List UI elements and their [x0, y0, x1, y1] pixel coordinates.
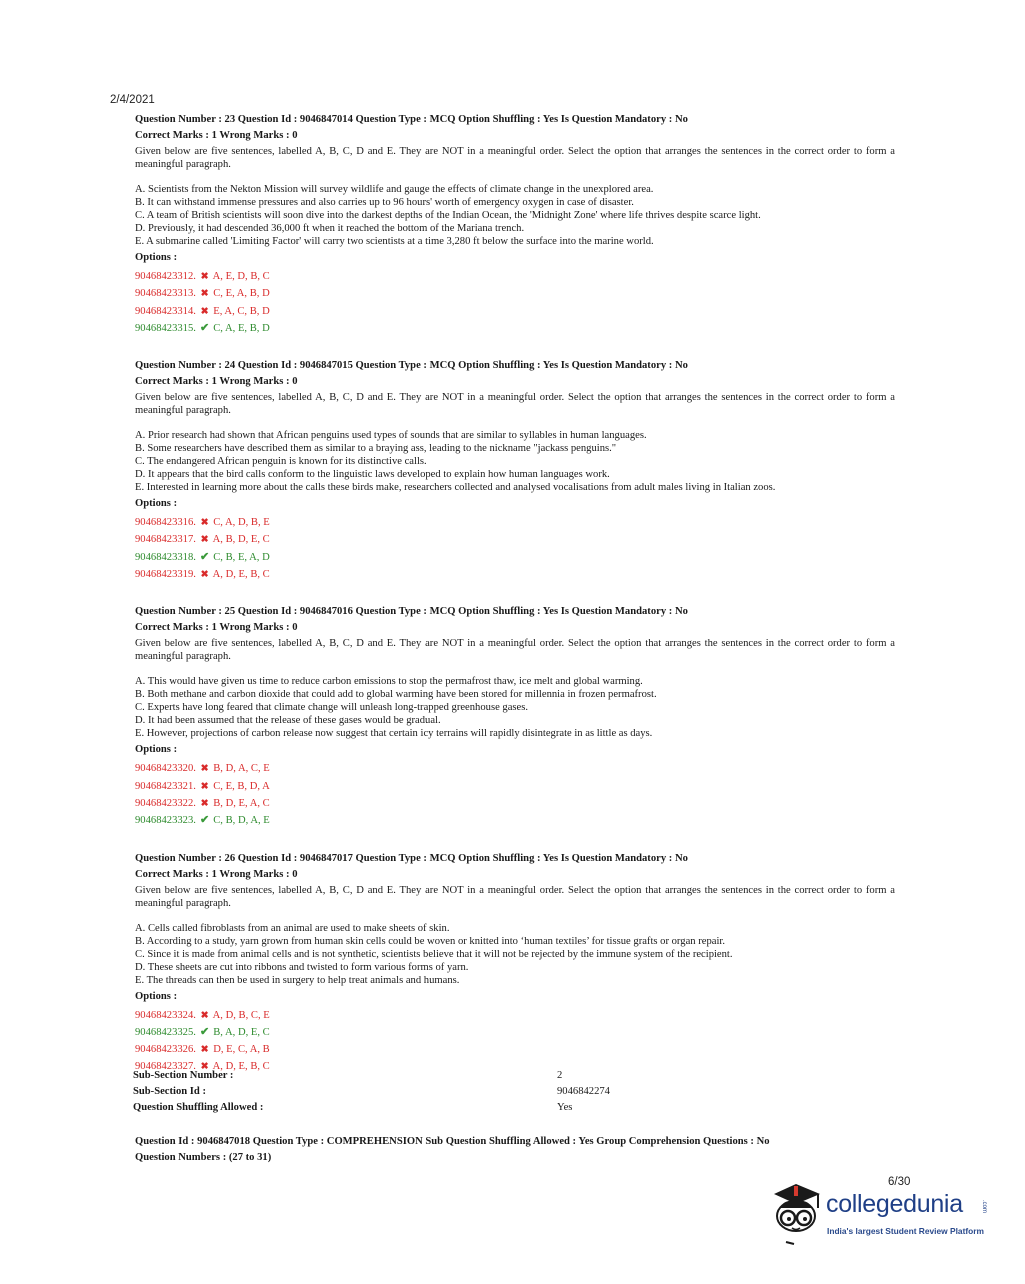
subsection-number-row: [133, 1068, 693, 1084]
option-row: [135, 1041, 895, 1058]
option-text: A, D, B, C, E: [212, 1009, 270, 1021]
sentence-item: A. Prior research had shown that African penguins used types of sounds that are similar to syllables in human languages.: [135, 430, 647, 442]
cross-icon: ✖: [200, 798, 209, 809]
student-mascot-icon: [768, 1178, 828, 1248]
option-text: A, B, D, E, C: [212, 534, 270, 546]
option-text: C, B, E, A, D: [213, 551, 270, 563]
question-header: Question Number : 26 Question Id : 9046847017 Question Type : MCQ Option Shuffling : Yes Is Question Mandatory : No: [135, 852, 688, 864]
option-text: B, D, E, A, C: [213, 797, 270, 809]
option-row: [135, 1007, 895, 1024]
option-row: [135, 566, 895, 583]
question-header: Question Number : 25 Question Id : 9046847016 Question Type : MCQ Option Shuffling : Yes Is Question Mandatory : No: [135, 606, 688, 618]
brand-suffix: .com: [981, 1200, 987, 1214]
options-label: Options :: [135, 744, 178, 756]
question-instruction: Given below are five sentences, labelled A, B, C, D and E. They are NOT in a meaningful order. Select the option that arranges the sentences in the correct order to form a meaningful paragraph.: [135, 146, 895, 170]
sentence-item: B. According to a study, yarn grown from human skin cells could be woven or knitted into ‘human textiles’ for tissue grafts or organ repair.: [135, 935, 725, 947]
sentence-item: D. It appears that the bird calls conform to the linguistic laws developed to explain how human languages work.: [135, 469, 610, 481]
option-row: [135, 303, 895, 320]
option-text: C, E, B, D, A: [213, 780, 270, 792]
check-icon: ✔: [199, 321, 210, 334]
option-row: [135, 531, 895, 548]
question-block: [135, 852, 895, 1076]
option-text: A, D, E, B, C: [212, 1061, 270, 1073]
option-id: 90468423320.: [135, 763, 196, 775]
option-row: [135, 285, 895, 302]
sentence-item: C. A team of British scientists will soon dive into the darkest depths of the Indian Ocean, the 'Midnight Zone' where life thrives despite scarce light.: [135, 210, 761, 221]
sentence-item: E. A submarine called 'Limiting Factor' will carry two scientists at a time 3,280 ft below the surface into the marine world.: [135, 236, 654, 247]
option-id: 90468423325.: [135, 1026, 196, 1038]
option-id: 90468423319.: [135, 569, 196, 581]
comprehension-question-info: Question Id : 9046847018 Question Type : COMPREHENSION Sub Question Shuffling Allowed : Yes Group Comprehension Questions : No: [135, 1136, 770, 1147]
sentence-item: B. It can withstand immense pressures and also carries up to 96 hours' worth of emergency oxygen in case of disaster.: [135, 197, 634, 208]
question-header: Question Number : 24 Question Id : 9046847015 Question Type : MCQ Option Shuffling : Yes Is Question Mandatory : No: [135, 360, 688, 372]
page-number: 6/30: [888, 1176, 911, 1188]
question-instruction: Given below are five sentences, labelled A, B, C, D and E. They are NOT in a meaningful order. Select the option that arranges the sentences in the correct order to form a meaningful paragraph.: [135, 638, 895, 663]
question-block: [135, 113, 895, 337]
option-id: 90468423317.: [135, 534, 196, 546]
sentence-item: A. Scientists from the Nekton Mission will survey wildlife and gauge the effects of climate change in the unexplored area.: [135, 184, 654, 195]
collegedunia-logo: [768, 1178, 998, 1248]
option-row: [135, 760, 895, 777]
sentence-item: D. These sheets are cut into ribbons and twisted to form various forms of yarn.: [135, 961, 469, 973]
check-icon: ✔: [199, 1025, 210, 1038]
question-sentences: [135, 922, 895, 987]
question-shuffling-row: [133, 1100, 693, 1116]
option-id: 90468423326.: [135, 1044, 196, 1056]
print-date: 2/4/2021: [110, 94, 155, 106]
option-text: C, B, D, A, E: [213, 815, 270, 827]
cross-icon: ✖: [200, 1010, 209, 1021]
sentence-item: B. Both methane and carbon dioxide that could add to global warming have been stored for millennia in frozen permafrost.: [135, 689, 657, 701]
options-label: Options :: [135, 498, 178, 510]
option-id: 90468423316.: [135, 517, 196, 529]
sentence-item: B. Some researchers have described them as similar to a braying ass, leading to the nickname "jackass penguins.": [135, 443, 617, 455]
option-row: [135, 1024, 895, 1041]
question-sentences: [135, 675, 895, 740]
question-marks: Correct Marks : 1 Wrong Marks : 0: [135, 130, 298, 141]
question-sentences: [135, 429, 895, 494]
option-text: C, E, A, B, D: [213, 288, 270, 300]
option-text: D, E, C, A, B: [213, 1044, 270, 1056]
options-label: Options :: [135, 990, 178, 1002]
option-id: 90468423314.: [135, 305, 196, 317]
option-text: C, A, E, B, D: [213, 322, 270, 334]
sentence-item: E. Interested in learning more about the calls these birds make, researchers collected and analysed vocalisations from adult males living in Italian zoos.: [135, 482, 776, 494]
option-row: [135, 795, 895, 812]
subsection-info: [133, 1068, 693, 1116]
option-text: A, D, E, B, C: [212, 569, 270, 581]
subsection-number-label: Sub-Section Number :: [133, 1070, 234, 1081]
cross-icon: ✖: [200, 764, 209, 775]
subsection-id-label: Sub-Section Id :: [133, 1086, 206, 1097]
question-sentences: [135, 183, 895, 248]
question-block: [135, 605, 895, 829]
sentence-item: C. Experts have long feared that climate change will unleash long-trapped greenhouse gases.: [135, 702, 529, 714]
sentence-item: C. The endangered African penguin is known for its distinctive calls.: [135, 456, 427, 468]
question-marks: Correct Marks : 1 Wrong Marks : 0: [135, 868, 298, 880]
cross-icon: ✖: [200, 1062, 209, 1073]
brand-name: collegedunia: [826, 1190, 963, 1218]
option-id: 90468423324.: [135, 1009, 196, 1021]
option-row: [135, 514, 895, 531]
option-row: [135, 549, 895, 566]
option-id: 90468423323.: [135, 815, 196, 827]
option-id: 90468423321.: [135, 780, 196, 792]
option-id: 90468423315.: [135, 322, 196, 334]
option-text: E, A, C, B, D: [213, 305, 270, 317]
question-block: [135, 359, 895, 583]
comprehension-question-numbers: Question Numbers : (27 to 31): [135, 1152, 272, 1163]
options-label: Options :: [135, 252, 178, 263]
sentence-item: D. It had been assumed that the release of these gases would be gradual.: [135, 715, 441, 727]
cross-icon: ✖: [200, 781, 209, 792]
cross-icon: ✖: [200, 289, 209, 300]
question-instruction: Given below are five sentences, labelled A, B, C, D and E. They are NOT in a meaningful order. Select the option that arranges the sentences in the correct order to form a meaningful paragraph.: [135, 884, 895, 909]
cross-icon: ✖: [200, 518, 209, 529]
option-id: 90468423318.: [135, 551, 196, 563]
option-text: A, E, D, B, C: [212, 271, 270, 282]
question-marks: Correct Marks : 1 Wrong Marks : 0: [135, 376, 298, 388]
comprehension-header: [135, 1134, 895, 1166]
cross-icon: ✖: [200, 535, 209, 546]
check-icon: ✔: [199, 550, 210, 563]
question-list: [135, 113, 895, 1098]
cross-icon: ✖: [200, 570, 209, 581]
option-row: [135, 320, 895, 337]
sentence-item: A. This would have given us time to reduce carbon emissions to stop the permafrost thaw, ice melt and global warming.: [135, 676, 643, 688]
sentence-item: C. Since it is made from animal cells and is not synthetic, scientists believe that it will not be rejected by the immune system of the recipient.: [135, 948, 733, 960]
question-shuffling-value: Yes: [557, 1102, 573, 1113]
option-row: [135, 812, 895, 829]
cross-icon: ✖: [200, 272, 209, 282]
sentence-item: D. Previously, it had descended 36,000 ft when it reached the bottom of the Mariana trench.: [135, 223, 525, 234]
sentence-item: A. Cells called fibroblasts from an animal are used to make sheets of skin.: [135, 922, 450, 934]
option-id: 90468423312.: [135, 271, 196, 282]
cross-icon: ✖: [200, 1045, 209, 1056]
subsection-number-value: 2: [557, 1070, 563, 1081]
option-text: C, A, D, B, E: [213, 517, 270, 529]
sentence-item: E. The threads can then be used in surgery to help treat animals and humans.: [135, 974, 460, 986]
subsection-id-row: [133, 1084, 693, 1100]
question-shuffling-label: Question Shuffling Allowed :: [133, 1102, 264, 1113]
option-text: B, A, D, E, C: [213, 1026, 270, 1038]
question-header: Question Number : 23 Question Id : 9046847014 Question Type : MCQ Option Shuffling : Yes Is Question Mandatory : No: [135, 114, 688, 125]
option-row: [135, 268, 895, 285]
option-id: 90468423322.: [135, 797, 196, 809]
option-text: B, D, A, C, E: [213, 763, 270, 775]
question-marks: Correct Marks : 1 Wrong Marks : 0: [135, 622, 298, 634]
option-row: [135, 778, 895, 795]
subsection-id-value: 9046842274: [557, 1086, 610, 1097]
question-instruction: Given below are five sentences, labelled A, B, C, D and E. They are NOT in a meaningful order. Select the option that arranges the sentences in the correct order to form a meaningful paragraph.: [135, 392, 895, 417]
sentence-item: E. However, projections of carbon release now suggest that certain icy terrains will rapidly disintegrate in as little as days.: [135, 728, 653, 740]
option-id: 90468423313.: [135, 288, 196, 300]
option-id: 90468423327.: [135, 1061, 196, 1073]
check-icon: ✔: [199, 814, 210, 827]
brand-tagline: India's largest Student Review Platform: [827, 1226, 984, 1236]
cross-icon: ✖: [200, 306, 209, 317]
